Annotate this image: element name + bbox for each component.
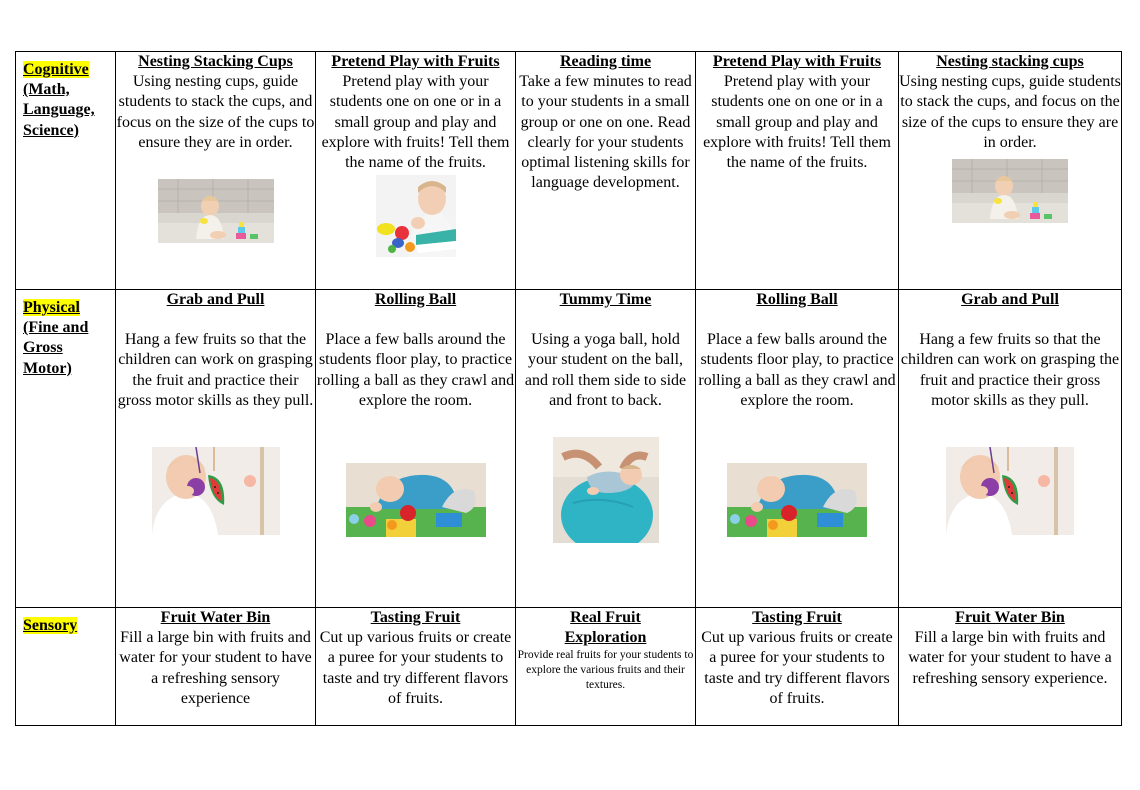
baby-with-stacking-cups-photo — [158, 179, 274, 243]
activity-description: Hang a few fruits so that the children can work on grasping the fruit and practice their gross motor skills as they pull. — [900, 331, 1120, 409]
activity-description: Pretend play with your students one on one or in a small group and play and explore with fruits! Tell them the name of the fruits. — [321, 73, 510, 172]
category-label: Gross — [23, 339, 63, 357]
lesson-plan-table — [15, 51, 1122, 726]
activity-description: Using nesting cups, guide students to stack the cups, and focus on the size of the cups to ensure they are in order. — [116, 73, 315, 151]
activity-cell — [899, 52, 1122, 290]
baby-on-yoga-ball-photo — [553, 437, 659, 543]
activity-cell — [516, 52, 696, 290]
activity-title: Tasting Fruit — [370, 609, 461, 626]
category-sensory — [16, 608, 116, 726]
activity-title: Rolling Ball — [756, 291, 838, 308]
category-label: Science) — [23, 121, 79, 139]
row-cognitive — [16, 52, 1122, 290]
activity-title: Grab and Pull — [961, 291, 1059, 308]
activity-cell — [116, 52, 316, 290]
category-label: (Fine and — [23, 319, 89, 337]
activity-title: Fruit Water Bin — [160, 609, 271, 626]
activity-title: Rolling Ball — [374, 291, 457, 308]
row-physical — [16, 290, 1122, 608]
activity-description: Place a few balls around the students floor play, to practice rolling a ball as they crawl and explore the room. — [698, 331, 896, 409]
activity-title: Nesting Stacking Cups — [138, 53, 293, 70]
activity-title: Fruit Water Bin — [955, 609, 1065, 626]
activity-description: Fill a large bin with fruits and water for your student to have a refreshing sensory experience — [119, 629, 312, 707]
activity-cell — [316, 290, 516, 608]
activity-cell — [516, 290, 696, 608]
activity-title: Grab and Pull — [166, 291, 265, 308]
activity-cell — [899, 290, 1122, 608]
category-cognitive — [16, 52, 116, 290]
activity-cell — [696, 52, 899, 290]
activity-cell — [516, 608, 696, 726]
activity-title: Tasting Fruit — [752, 609, 842, 626]
activity-description: Hang a few fruits so that the children can work on grasping the fruit and practice their gross motor skills as they pull. — [117, 331, 314, 409]
activity-title: Tummy Time — [559, 291, 652, 308]
row-sensory — [16, 608, 1122, 726]
activity-cell — [696, 608, 899, 726]
activity-description: Cut up various fruits or create a puree for your students to taste and try different flavors of fruits. — [319, 629, 512, 707]
activity-cell — [316, 52, 516, 290]
activity-title: Pretend Play with Fruits — [712, 53, 882, 70]
activity-cell — [696, 290, 899, 608]
activity-title: Nesting stacking cups — [936, 53, 1084, 70]
activity-cell — [116, 290, 316, 608]
baby-grabbing-hanging-fruit-photo — [946, 447, 1074, 535]
activity-description: Place a few balls around the students floor play, to practice rolling a ball as they crawl and explore the room. — [316, 331, 515, 409]
activity-title: Reading time — [559, 53, 652, 70]
activity-title: Pretend Play with Fruits — [331, 53, 500, 70]
baby-with-stacking-cups-photo — [952, 159, 1068, 223]
category-label: Physical — [23, 299, 80, 316]
category-label: Motor) — [23, 359, 72, 377]
category-label: Cognitive — [23, 61, 89, 78]
category-physical — [16, 290, 116, 608]
activity-title: Real Fruit Exploration — [564, 609, 647, 647]
activity-description: Provide real fruits for your students to explore the various fruits and their textures. — [517, 649, 694, 692]
category-label: Sensory — [23, 617, 78, 634]
activity-cell — [116, 608, 316, 726]
baby-crawling-with-balls-photo — [727, 463, 867, 537]
category-label: (Math, — [23, 81, 70, 99]
activity-cell — [316, 608, 516, 726]
activity-description: Fill a large bin with fruits and water for your student to have a refreshing sensory experience. — [908, 629, 1112, 687]
activity-description: Pretend play with your students one on one or in a small group and play and explore with fruits! Tell them the name of the fruits. — [703, 73, 891, 172]
baby-crawling-with-balls-photo — [346, 463, 486, 537]
activity-description: Take a few minutes to read to your students in a small group or one on one. Read clearly for your students optimal listening skills for language development. — [519, 73, 692, 192]
baby-grabbing-hanging-fruit-photo — [152, 447, 280, 535]
activity-description: Cut up various fruits or create a puree for your students to taste and try different flavors of fruits. — [701, 629, 893, 707]
activity-description: Using a yoga ball, hold your student on the ball, and roll them side to side and front to back. — [524, 331, 687, 409]
activity-description: Using nesting cups, guide students to stack the cups, and focus on the size of the cups to ensure they are in order. — [899, 73, 1121, 151]
activity-cell — [899, 608, 1122, 726]
baby-playing-with-toy-fruits-photo — [376, 175, 456, 257]
category-label: Language, — [23, 101, 95, 119]
